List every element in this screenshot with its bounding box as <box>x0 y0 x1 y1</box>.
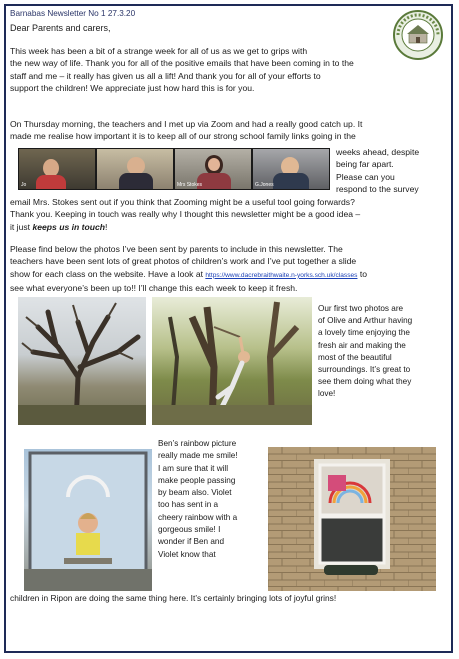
survey-paragraph <box>10 196 450 233</box>
ben-rainbow-window-photo <box>268 447 436 591</box>
participant-name: G.Jones <box>255 182 274 188</box>
classes-link[interactable]: https://www.dacrebraithwaite.n-yorks.sch.uk/classes <box>205 271 358 279</box>
text-line: I am sure that it will <box>158 463 229 473</box>
arthur-tree-photo <box>152 297 312 425</box>
keeps-in-touch-emphasis: keeps us in touch <box>32 221 106 232</box>
caption-olive-arthur <box>318 303 412 401</box>
text-line: staff and me – it really has given us all a lift! And thank you for all of your efforts to <box>10 70 321 81</box>
text-line: Our first two photos are <box>318 304 404 313</box>
text-line: too has sent in a <box>158 500 219 510</box>
text-line: wonder if Ben and <box>158 537 224 547</box>
text-line: weeks ahead, despite <box>336 147 420 157</box>
text-line: most of the beautiful <box>318 352 392 362</box>
text-line: made me realise how important it is to keep all of our strong school family links going in the <box>10 131 356 142</box>
text-line: of Olive and Arthur having <box>318 316 413 326</box>
violet-window-photo <box>24 449 152 591</box>
text-line: show for each class on the website. Have a look at https://www.dacrebraithwaite.n-yorks.sch.uk/classes to <box>10 268 368 279</box>
text-line: email Mrs. Stokes sent out if you think that Zooming might be a useful tool going forwards? <box>10 197 355 207</box>
zoom-paragraph <box>10 118 450 143</box>
text-line: see them doing what they <box>318 377 412 387</box>
text-line: Please find below the photos I’ve been sent by parents to include in this newsletter. The <box>10 244 343 254</box>
text-line: by beam also. Violet <box>158 488 232 498</box>
zoom-call-screenshot <box>18 148 330 190</box>
participant-name: Jo <box>21 182 27 188</box>
zoom-tile <box>253 149 329 189</box>
caption-rainbows <box>158 438 238 561</box>
text-line: fresh air and making the <box>318 340 406 350</box>
text-line: the new way of life. Thank you for all of the positive emails that have been coming in to the <box>10 58 354 69</box>
intro-paragraph <box>10 45 390 95</box>
text-line: gorgeous smile! I <box>158 525 221 535</box>
olive-tree-photo <box>18 297 146 425</box>
text-line: respond to the survey <box>336 184 419 195</box>
text-line: teachers have been sent lots of great photos of children’s work and I’ve put together a slide <box>10 256 357 267</box>
text-line: Ben’s rainbow picture <box>158 439 237 448</box>
text-line: cheery rainbow with a <box>158 512 238 522</box>
text-line: Please can you <box>336 171 395 182</box>
zoom-tile <box>97 149 173 189</box>
text-line: see what everyone’s been up to!! I’ll change this each week to keep it fresh. <box>10 283 298 294</box>
zoom-tile <box>175 149 251 189</box>
text-line: love! <box>318 389 336 399</box>
text-line: Violet know that <box>158 549 216 559</box>
greeting: Dear Parents and carers, <box>10 23 111 33</box>
zoom-side-text <box>336 146 419 196</box>
text-line: surroundings. It’s great to <box>318 365 411 375</box>
photos-paragraph <box>10 243 450 295</box>
text-line: make people passing <box>158 475 236 485</box>
zoom-tile <box>19 149 95 189</box>
newsletter-title: Barnabas Newsletter No 1 27.3.20 <box>10 9 136 18</box>
text-line: really made me smile! <box>158 451 238 461</box>
text-line: a lovely time enjoying the <box>318 328 410 338</box>
text-line: being far apart. <box>336 159 394 170</box>
text-line: On Thursday morning, the teachers and I met up via Zoom and had a really good catch up. It <box>10 119 363 129</box>
text-line: Thank you. Keeping in touch was really why I thought this newsletter might be a good idea – <box>10 209 361 220</box>
final-line: children in Ripon are doing the same thing here. It’s certainly bringing lots of joyful grins! <box>10 593 337 603</box>
school-logo <box>392 9 444 61</box>
text-line: support the children! We appreciate just how hard this is for you. <box>10 83 255 94</box>
text-line: This week has been a bit of a strange week for all of us as we get to grips with <box>10 46 308 56</box>
text-line: it just keeps us in touch! <box>10 221 108 232</box>
participant-name: Mrs Stokes <box>177 182 203 188</box>
